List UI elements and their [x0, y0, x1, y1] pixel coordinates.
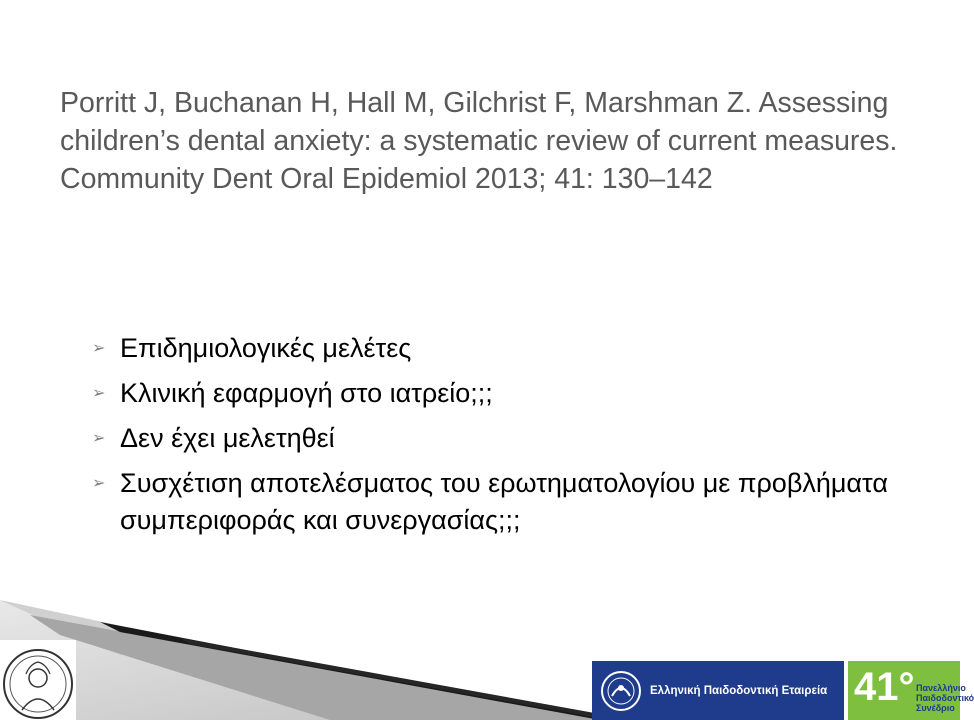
bullet-item [90, 330, 890, 367]
bullet-text: Δεν έχει μελετηθεί [120, 423, 335, 453]
society-emblem-icon [600, 670, 642, 712]
arrow-bullet-icon: ➢ [92, 430, 106, 447]
bullet-text: Συσχέτιση αποτελέσματος του ερωτηματολογίου με προβλήματα συμπεριφοράς και συνεργασίας;;; [120, 468, 888, 535]
congress-line: Συνέδριο [916, 703, 955, 713]
university-seal-logo [0, 640, 76, 720]
society-logo [592, 661, 844, 720]
society-name: Ελληνική Παιδοδοντική Εταιρεία [650, 684, 828, 697]
bullet-item [90, 465, 890, 539]
bullet-text: Επιδημιολογικές μελέτες [120, 333, 412, 363]
decorative-swoosh [0, 560, 600, 720]
bullet-item [90, 375, 890, 412]
congress-title [916, 683, 974, 713]
congress-line: Πανελλήνιο [916, 683, 966, 693]
congress-logo [848, 661, 974, 720]
bullet-list [90, 330, 890, 547]
congress-line: Παιδοδοντικό [916, 693, 974, 703]
congress-number: 41° [854, 665, 915, 709]
arrow-bullet-icon: ➢ [92, 340, 106, 357]
bullet-item [90, 420, 890, 457]
citation-text: Porritt J, Buchanan H, Hall M, Gilchrist F, Marshman Z. Assessing children’s dental anxiety: a systematic review of current measures. Community Dent Oral Epidemiol 2013; 41: 130–142 [60, 87, 898, 195]
arrow-bullet-icon: ➢ [92, 475, 106, 492]
arrow-bullet-icon: ➢ [92, 385, 106, 402]
bullet-text: Κλινική εφαρμογή στο ιατρείο;;; [120, 378, 493, 408]
